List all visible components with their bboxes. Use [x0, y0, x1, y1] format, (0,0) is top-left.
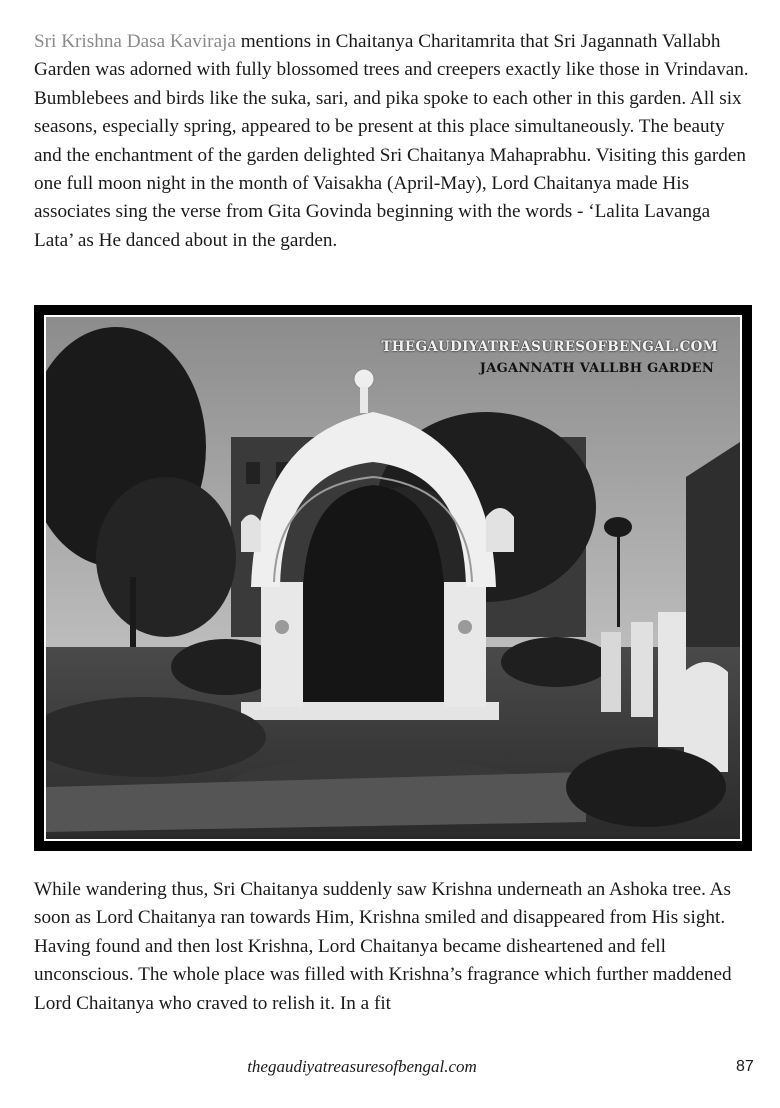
footer-site-name: thegaudiyatreasuresofbengal.com	[247, 1057, 477, 1076]
garden-photo-frame	[34, 305, 752, 851]
garden-photo	[44, 315, 742, 841]
author-name: Sri Krishna Dasa Kaviraja	[34, 31, 236, 52]
photo-caption: JAGANNATH VALLBH GARDEN	[479, 361, 714, 376]
photo-watermark-site: THEGAUDIYATREASURESOFBENGAL.COM	[381, 339, 718, 355]
second-paragraph: While wandering thus, Sri Chaitanya suddenly saw Krishna underneath an Ashoka tree. As soon as Lord Chaitanya ran towards Him, Krishna smiled and disappeared from His sight. Having found and then lost Krishna, Lord Chaitanya became disheartened and fell unconscious. The whole place was filled with Krishna’s fragrance which further maddened Lord Chaitanya who craved to relish it. In a fit	[34, 879, 732, 1014]
intro-paragraph	[34, 28, 750, 255]
garden-gate-photo-illustration	[46, 317, 740, 839]
page-number: 87	[736, 1058, 754, 1075]
intro-paragraph-text: mentions in Chaitanya Charitamrita that Sri Jagannath Vallabh Garden was adorned with fully blossomed trees and creepers exactly like those in Vrindavan. Bumblebees and birds like the suka, sari, and pika spoke to each other in this garden. All six seasons, especially spring, appeared to be present at this place simultaneously. The beauty and the enchantment of the garden delighted Sri Chaitanya Mahaprabhu. Visiting this garden one full moon night in the month of Vaisakha (April-May), Lord Chaitanya made His associates sing the verse from Gita Govinda beginning with the words - ‘Lalita Lavanga Lata’ as He danced about in the garden.	[34, 31, 749, 251]
